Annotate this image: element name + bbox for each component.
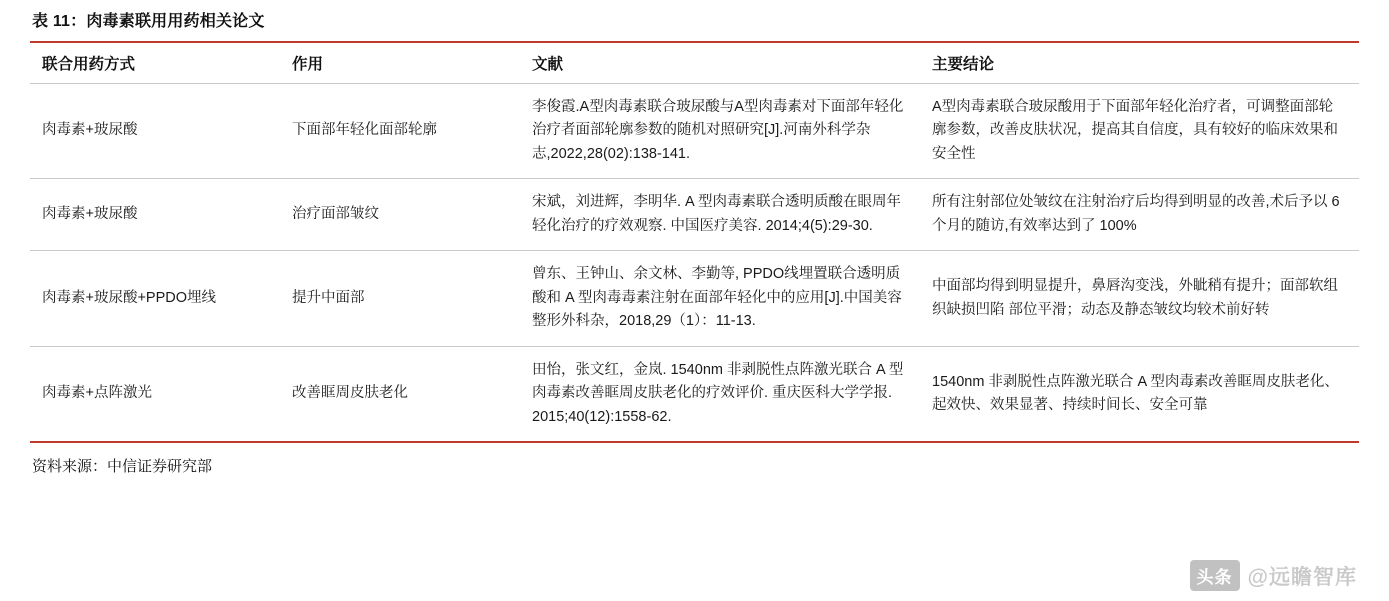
table-row [30, 179, 1359, 251]
cell-method: 肉毒素+玻尿酸+PPDO埋线 [30, 251, 280, 346]
table-source: 资料来源：中信证券研究部 [32, 458, 213, 476]
cell-conclusion: A型肉毒素联合玻尿酸用于下面部年轻化治疗者，可调整面部轮廓参数，改善皮肤状况，提高其自信度，具有较好的临床效果和安全性 [920, 84, 1359, 179]
toutiao-logo-icon: 头条 [1190, 560, 1240, 591]
cell-effect: 提升中面部 [280, 251, 520, 346]
column-header-conclusion: 主要结论 [920, 42, 1359, 84]
table-header-row [30, 42, 1359, 84]
combination-therapy-table [30, 41, 1359, 443]
table-row [30, 84, 1359, 179]
cell-reference: 李俊霞.A型肉毒素联合玻尿酸与A型肉毒素对下面部年轻化治疗者面部轮廓参数的随机对照研究[J].河南外科学杂志,2022,28(02):138-141. [520, 84, 920, 179]
column-header-method: 联合用药方式 [30, 42, 280, 84]
cell-conclusion: 1540nm 非剥脱性点阵激光联合 A 型肉毒素改善眶周皮肤老化、起效快、效果显著、持续时间长、安全可靠 [920, 346, 1359, 442]
cell-method: 肉毒素+玻尿酸 [30, 179, 280, 251]
cell-reference: 曾东、王钟山、余文林、李勤等, PPDO线埋置联合透明质酸和 A 型肉毒毒素注射在面部年轻化中的应用[J].中国美容整形外科杂，2018,29（1）：11-13. [520, 251, 920, 346]
column-header-effect: 作用 [280, 42, 520, 84]
cell-effect: 治疗面部皱纹 [280, 179, 520, 251]
watermark [1190, 560, 1357, 591]
table-header [30, 42, 1359, 84]
cell-conclusion: 所有注射部位处皱纹在注射治疗后均得到明显的改善,术后予以 6 个月的随访,有效率达到了 100% [920, 179, 1359, 251]
cell-conclusion: 中面部均得到明显提升，鼻唇沟变浅，外眦稍有提升；面部软组织缺损凹陷 部位平滑；动态及静态皱纹均较术前好转 [920, 251, 1359, 346]
cell-reference: 田怡，张文红，金岚. 1540nm 非剥脱性点阵激光联合 A 型肉毒素改善眶周皮肤老化的疗效评价. 重庆医科大学学报. 2015;40(12):1558-62. [520, 346, 920, 442]
watermark-text: @远瞻智库 [1247, 565, 1357, 589]
cell-effect: 改善眶周皮肤老化 [280, 346, 520, 442]
cell-method: 肉毒素+玻尿酸 [30, 84, 280, 179]
table-row [30, 251, 1359, 346]
column-header-reference: 文献 [520, 42, 920, 84]
cell-method: 肉毒素+点阵激光 [30, 346, 280, 442]
table-row [30, 346, 1359, 442]
table-title: 表 11：肉毒素联用用药相关论文 [32, 13, 265, 30]
cell-reference: 宋斌，刘进辉，李明华. A 型肉毒素联合透明质酸在眼周年轻化治疗的疗效观察. 中国医疗美容. 2014;4(5):29-30. [520, 179, 920, 251]
table-body [30, 84, 1359, 443]
cell-effect: 下面部年轻化面部轮廓 [280, 84, 520, 179]
